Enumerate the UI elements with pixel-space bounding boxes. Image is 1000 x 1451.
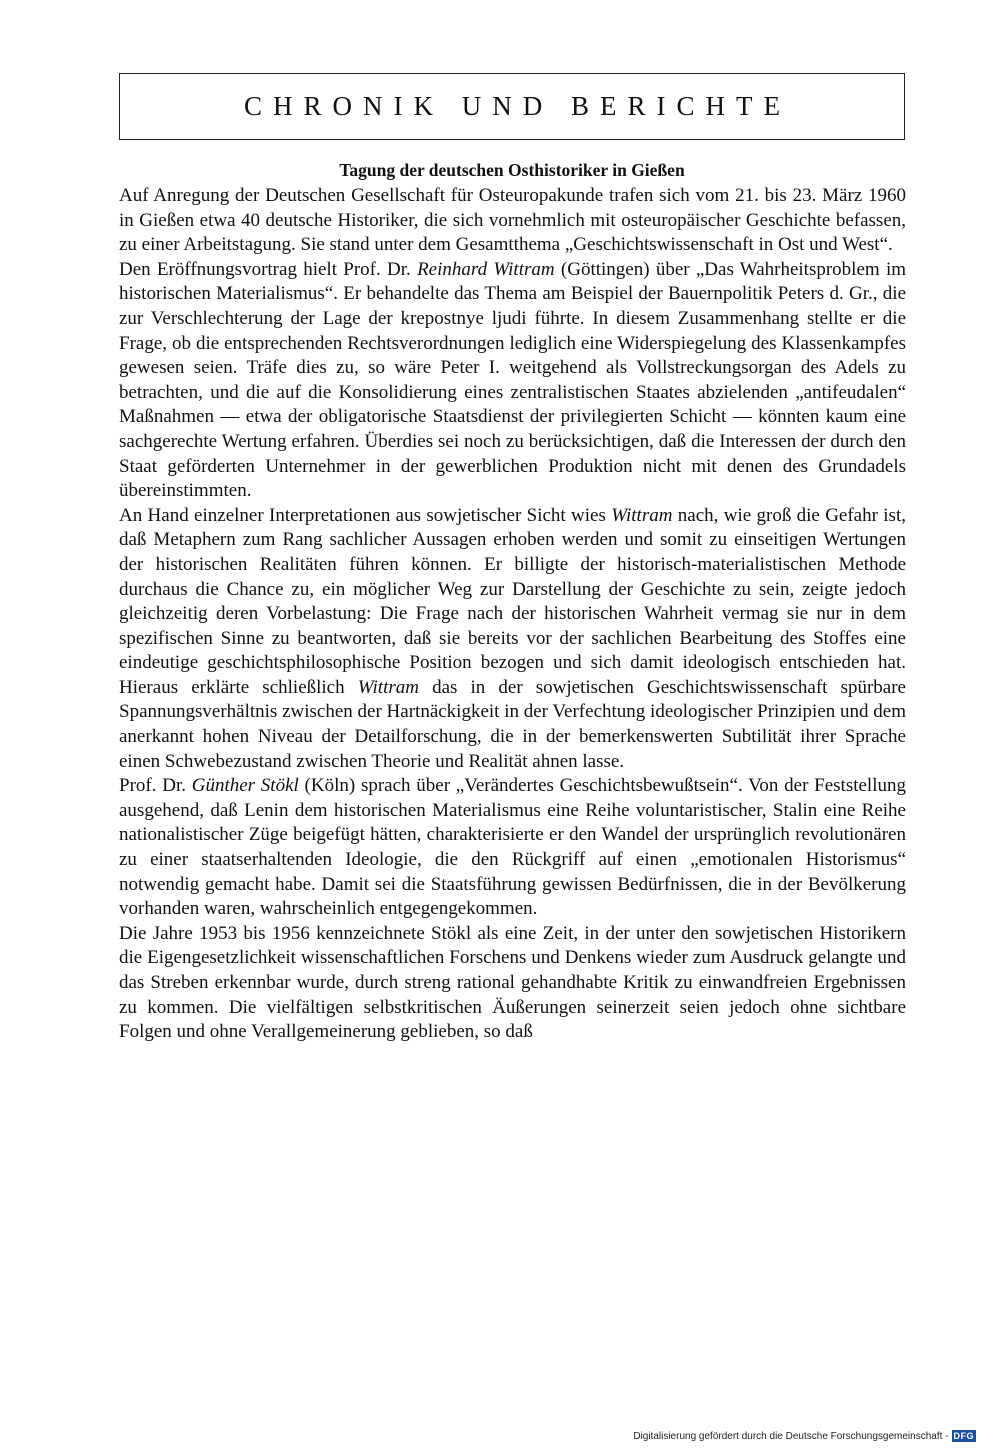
article-title: Tagung der deutschen Osthistoriker in Gießen: [339, 160, 685, 180]
person-name: Günther Stökl: [191, 775, 299, 797]
paragraph: An Hand einzelner Interpretationen aus sowjetischer Sicht wies Wittram nach, wie groß die Gefahr ist, daß Metaphern zum Rang sachlicher Aussagen erhoben werden und somit zu einseitigen Wertungen der historischen Realitäten führen können. Er billigte der historisch-materialistischen Methode durchaus die Chance zu, ein möglicher Weg zur Darstellung der Geschichte zu sein, zeigte jedoch gleichzeitig deren Vorbelastung: Die Frage nach der historischen Wahrheit vermag sie nur in dem spezifischen Sinne zu beantworten, daß sie bereits vor der sachlichen Bearbeitung des Stoffes eine eindeutige geschichtsphilosophische Position bezogen und sich damit ideologisch entschieden hat. Hieraus erklärte schließlich Wittram das in der sowjetischen Geschichtswissenschaft spürbare Spannungsverhältnis zwischen der Hartnäckigkeit in der Verfechtung ideologischer Prinzipien und dem anerkannt hohen Niveau der Detailforschung, die in der bemerkenswerten Subtilität ihrer Sprache einen Schwebezustand zwischen Theorie und Realität ahnen lasse.: [119, 504, 906, 772]
section-header-box: [119, 73, 905, 140]
section-title: CHRONIK UND BERICHTE: [244, 91, 791, 121]
footer-text: Digitalisierung gefördert durch die Deutsche Forschungsgemeinschaft -: [633, 1430, 949, 1442]
person-name: Wittram: [611, 504, 673, 526]
person-name: Wittram: [357, 676, 419, 698]
paragraph: Prof. Dr. Günther Stökl (Köln) sprach über „Verändertes Geschichtsbewußtsein“. Von der Feststellung ausgehend, daß Lenin dem historischen Materialismus eine Reihe voluntaristischer, Stalin eine Reihe nationalistischer Züge beigefügt hätten, charakterisierte er den Wandel der ursprünglich revolutionären zu einer staatserhaltenden Ideologie, die den Rückgriff auf einen „emotionalen Historismus“ notwendig gemacht habe. Damit sei die Staatsführung gewissen Bedürfnissen, die in der Bevölkerung vorhanden waren, wahrscheinlich entgegengekommen.: [119, 775, 906, 920]
paragraph: Den Eröffnungsvortrag hielt Prof. Dr. Reinhard Wittram (Göttingen) über „Das Wahrheitsproblem im historischen Materialismus“. Er behandelte das Thema am Beispiel der Bauernpolitik Peters d. Gr., die zur Verschlechterung der Lage der krepostnye ljudi führte. In diesem Zusammenhang stellte er die Frage, ob die entsprechenden Rechtsverordnungen lediglich eine Widerspiegelung des Klassenkampfes gewesen seien. Träfe dies zu, so wäre Peter I. weitgehend als Vollstreckungsorgan des Adels zu betrachten, und die auf die Konsolidierung eines zentralistischen Staates abzielenden „antifeudalen“ Maßnahmen — etwa der obligatorische Staatsdienst der privilegierten Schicht — könnten kaum eine sachgerechte Wertung erfahren. Überdies sei noch zu berücksichtigen, daß die Interessen der durch den Staat geförderten Unternehmer in der gewerblichen Produktion nicht mit denen des Grundadels übereinstimmten.: [119, 258, 906, 502]
dfg-logo: DFG: [953, 1431, 974, 1441]
paragraph: Die Jahre 1953 bis 1956 kennzeichnete Stökl als eine Zeit, in der unter den sowjetischen Historikern die Eigengesetzlichkeit wissenschaftlichen Forschens und Denkens wieder zum Ausdruck gelangte und das Streben erkennbar wurde, durch streng rational gehandhabte Kritik zu einwandfreien Ergebnissen zu kommen. Die vielfältigen selbstkritischen Äußerungen seinerzeit seien jedoch ohne sichtbare Folgen und ohne Verallgemeinerung geblieben, so daß: [119, 922, 906, 1043]
paragraph: Auf Anregung der Deutschen Gesellschaft für Osteuropakunde trafen sich vom 21. bis 23. März 1960 in Gießen etwa 40 deutsche Historiker, die sich vornehmlich mit osteuropäischer Geschichte befassen, zu einer Arbeitstagung. Sie stand unter dem Gesamtthema „Geschichtswissenschaft in Ost und West“.: [119, 185, 906, 256]
person-name: Reinhard Wittram: [417, 258, 555, 280]
article-body: [119, 184, 906, 1045]
digitization-footer: [633, 1430, 976, 1442]
